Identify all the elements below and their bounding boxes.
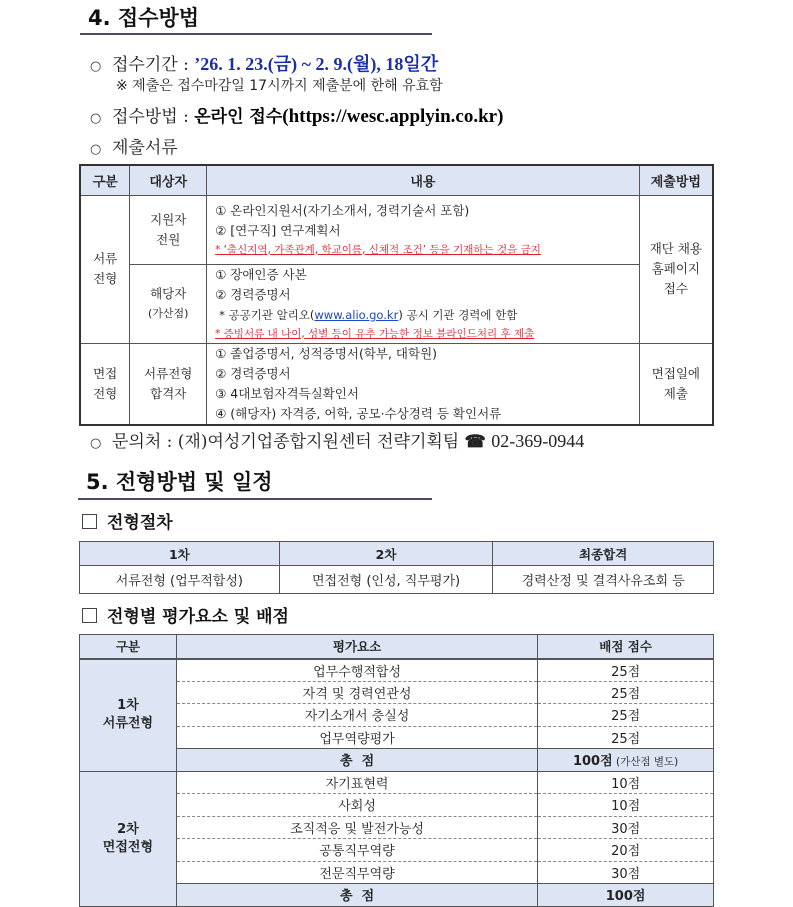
header-category: 구분 (80, 635, 177, 659)
table-row: 자격 및 경력연관성 25점 (80, 681, 714, 704)
total-label: 총 점 (176, 884, 537, 907)
period-label: 접수기간 : (112, 55, 195, 75)
evaluation-heading: 전형별 평가요소 및 배점 (82, 602, 289, 627)
contact-label: 문의처 : (재)여성기업종합지원센터 전략기획팀 (112, 432, 465, 452)
total-score: 100점 (538, 884, 714, 907)
header-submission: 제출방법 (639, 165, 713, 195)
method-line (90, 102, 503, 128)
alio-note: * 공공기관 알리오(www.alio.go.kr) 공시 기관 경력에 한함 (219, 307, 518, 322)
period-line (90, 50, 438, 76)
submission-interview: 면접일에 제출 (639, 343, 713, 425)
square-icon (82, 514, 97, 529)
table-row: 1차 서류전형 업무수행적합성 25점 (80, 659, 714, 682)
category-screening: 서류 전형 (80, 195, 130, 343)
table-row: 업무역량평가 25점 (80, 726, 714, 749)
target-eligible: 해당자 (가산점) (130, 264, 207, 343)
contact-line (90, 427, 584, 452)
header-element: 평가요소 (176, 635, 537, 659)
final-value: 경력산정 및 결격사유조회 등 (493, 566, 714, 594)
table-header-row (80, 635, 714, 659)
target-interview: 서류전형 합격자 (130, 343, 207, 425)
table-header-row (80, 165, 713, 195)
header-category: 구분 (80, 165, 130, 195)
total-label: 총 점 (176, 749, 537, 772)
table-row: 자기소개서 충실성 25점 (80, 704, 714, 727)
period-note: ※ 제출은 접수마감일 17시까지 제출분에 한해 유효함 (116, 78, 443, 94)
method-value: 온라인 접수 (194, 107, 283, 127)
category-interview: 면접 전형 (80, 343, 130, 425)
header-content: 내용 (207, 165, 640, 195)
period-value: ’26. 1. 23.(금) ~ 2. 9.(월), 18일간 (194, 54, 439, 74)
table-header-row (80, 542, 714, 566)
table-row: 2차 면접전형 자기표현력 10점 (80, 771, 714, 794)
bullet-icon: ○ (90, 142, 102, 157)
bullet-icon: ○ (90, 436, 102, 451)
evaluation-table (79, 634, 714, 907)
bullet-icon: ○ (90, 59, 102, 74)
method-url[interactable]: (https://wesc.applyin.co.kr) (282, 106, 504, 127)
content-all: ① 온라인지원서(자기소개서, 경력기술서 포함) ② [연구직] 연구계획서 * ‘출신지역, 가족관계, 학교이름, 신체적 조건’ 등을 기재하는 것을 금지 (207, 195, 640, 264)
content-eligible: ① 장애인증 사본 ② 경력증명서 * 공공기관 알리오(www.alio.go.kr) 공시 기관 경력에 한함 * 증빙서류 내 나이, 성별 등이 유추 가능한 정보 블라인드처리 후 제출 (207, 264, 640, 343)
header-score: 배점 점수 (538, 635, 714, 659)
method-label: 접수방법 : (112, 107, 195, 127)
procedure-heading: 전형절차 (82, 508, 173, 533)
alio-link[interactable]: www.alio.go.kr (314, 307, 399, 322)
square-icon (82, 608, 97, 623)
table-row (80, 566, 714, 594)
header-stage-1: 1차 (80, 542, 280, 566)
section-4-rule (80, 33, 432, 35)
warning-text: * ‘출신지역, 가족관계, 학교이름, 신체적 조건’ 등을 기재하는 것을 금지 (215, 243, 541, 256)
table-row: 공통직무역량 20점 (80, 839, 714, 862)
bullet-icon: ○ (90, 111, 102, 126)
table-row (80, 195, 713, 264)
documents-label: 제출서류 (112, 138, 178, 158)
total-score: 100점 (가산점 별도) (538, 749, 714, 772)
documents-table (79, 164, 714, 426)
documents-line (90, 133, 178, 158)
submission-screening: 재단 채용 홈페이지 접수 (639, 195, 713, 343)
warning-text: * 증빙서류 내 나이, 성별 등이 유추 가능한 정보 블라인드처리 후 제출 (215, 327, 535, 340)
group-interview: 2차 면접전형 (80, 771, 177, 906)
header-stage-2: 2차 (279, 542, 493, 566)
table-row: 사회성 10점 (80, 794, 714, 817)
header-target: 대상자 (130, 165, 207, 195)
section-5-title: 5. 전형방법 및 일정 (86, 470, 273, 494)
target-all: 지원자 전원 (130, 195, 207, 264)
procedure-table (79, 541, 714, 594)
header-final: 최종합격 (493, 542, 714, 566)
group-screening: 1차 서류전형 (80, 659, 177, 772)
contact-phone: 02-369-0944 (491, 431, 585, 451)
table-row: 전문직무역량 30점 (80, 861, 714, 884)
content-interview: ① 졸업증명서, 성적증명서(학부, 대학원) ② 경력증명서 ③ 4대보험자격득실확인서 ④ (해당자) 자격증, 어학, 공모·수상경력 등 확인서류 (207, 343, 640, 425)
section-4-title: 4. 접수방법 (88, 6, 200, 30)
section-5-rule (78, 498, 432, 500)
table-row: 조직적응 및 발전가능성 30점 (80, 816, 714, 839)
stage-1-value: 서류전형 (업무적합성) (80, 566, 280, 594)
phone-icon: ☎ (464, 432, 486, 452)
table-row (80, 343, 713, 425)
table-row (80, 264, 713, 343)
stage-2-value: 면접전형 (인성, 직무평가) (279, 566, 493, 594)
